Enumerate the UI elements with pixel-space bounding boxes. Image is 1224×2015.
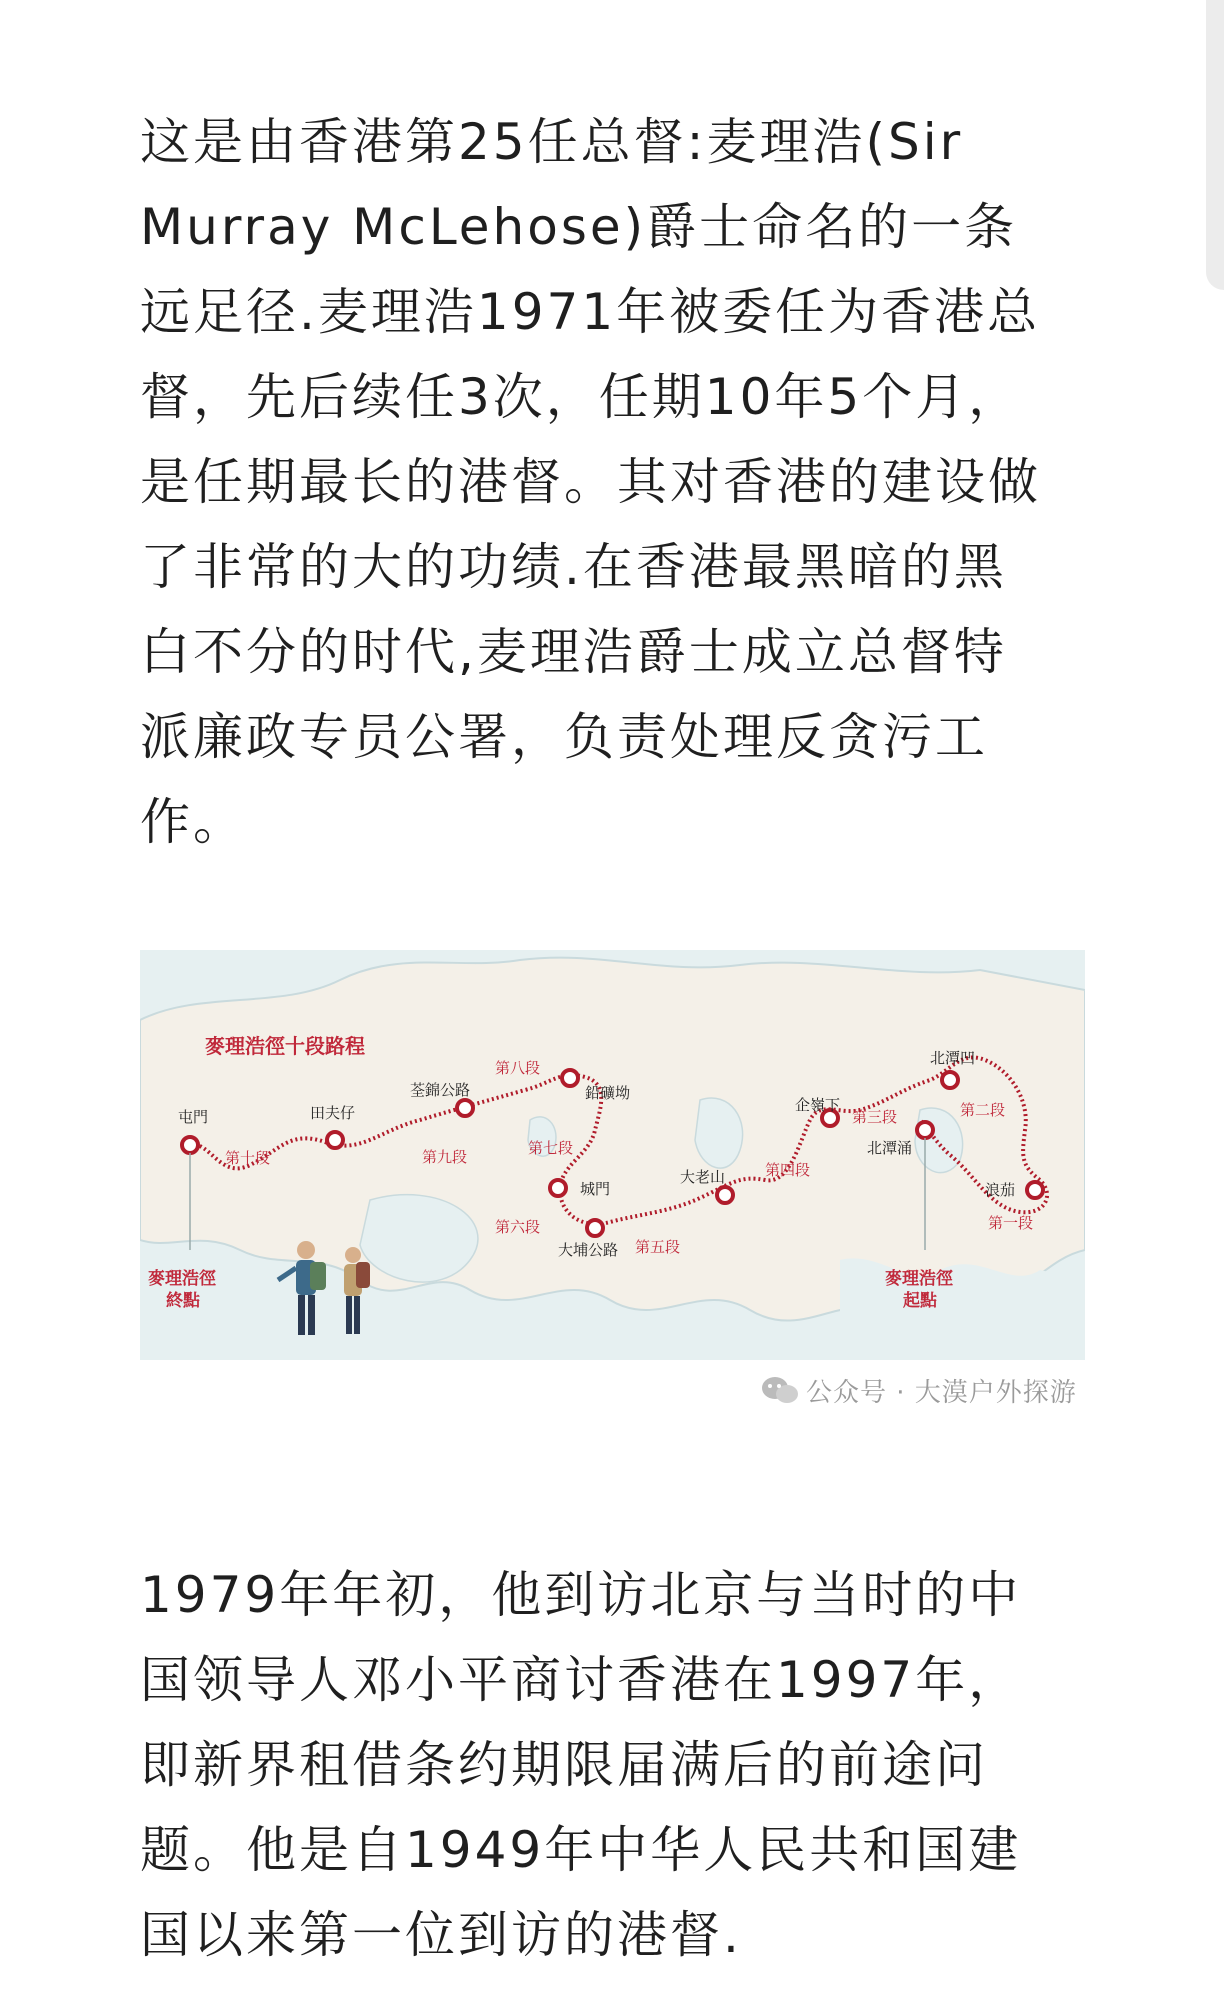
marker-tsuen-kam-road [457, 1100, 473, 1116]
text-line: 国领导人邓小平商讨香港在1997年， [140, 1651, 1022, 1709]
text-line: 作。 [140, 793, 246, 851]
start-label-line2: 起點 [903, 1291, 937, 1311]
label-tuen-mun: 屯門 [178, 1108, 209, 1126]
text-line: 督，先后续任3次，任期10年5个月， [140, 368, 1022, 426]
marker-pak-tam-au [942, 1072, 958, 1088]
section-4: 第四段 [765, 1161, 811, 1179]
text-line: 了非常的大的功绩.在香港最黑暗的黑 [140, 538, 1007, 596]
marker-long-ke [1027, 1182, 1043, 1198]
text-line: 是任期最长的港督。其对香港的建设做 [140, 453, 1041, 511]
marker-tai-po-road [587, 1220, 603, 1236]
label-shing-mun: 城門 [580, 1180, 611, 1198]
marker-tuen-mun [182, 1137, 198, 1153]
text-line: 这是由香港第25任总督:麦理浩(Sir [140, 113, 964, 171]
text-line: 派廉政专员公署，负责处理反贪污工 [140, 708, 988, 766]
label-pak-tam-chung: 北潭涌 [867, 1139, 913, 1157]
label-kei-ling-ha: 企嶺下 [795, 1096, 841, 1114]
scroll-indicator[interactable] [1206, 0, 1224, 290]
sea-lower [140, 1278, 320, 1360]
text-line: 国以来第一位到访的港督. [140, 1906, 742, 1964]
maclehose-trail-map [140, 950, 1085, 1360]
wechat-icon [760, 1375, 800, 1405]
label-tai-po-road: 大埔公路 [558, 1241, 619, 1259]
label-lead-mine-pass: 鉛礦坳 [585, 1084, 631, 1102]
section-8: 第八段 [495, 1059, 541, 1077]
text-line: 1979年年初，他到访北京与当时的中 [140, 1566, 1022, 1624]
marker-lead-mine-pass [562, 1070, 578, 1086]
section-6: 第六段 [495, 1218, 541, 1236]
end-label-line1: 麥理浩徑 [148, 1269, 216, 1289]
marker-tin-fu-tsai [327, 1132, 343, 1148]
map-svg [140, 950, 1085, 1360]
label-tai-lo-shan: 大老山 [680, 1168, 726, 1186]
section-3: 第三段 [852, 1108, 898, 1126]
text-line: Murray McLehose)爵士命名的一条 [140, 198, 1018, 256]
section-5: 第五段 [635, 1238, 681, 1256]
label-tsuen-kam-road: 荃錦公路 [410, 1081, 471, 1099]
text-line: 白不分的时代,麦理浩爵士成立总督特 [140, 623, 1007, 681]
section-1: 第一段 [988, 1214, 1034, 1232]
label-long-ke: 浪茄 [985, 1181, 1016, 1199]
text-line: 题。他是自1949年中华人民共和国建 [140, 1821, 1022, 1879]
label-tin-fu-tsai: 田夫仔 [310, 1104, 356, 1122]
map-title: 麥理浩徑十段路程 [205, 1034, 365, 1058]
section-10: 第十段 [225, 1149, 271, 1167]
section-2: 第二段 [960, 1101, 1006, 1119]
text-line: 远足径.麦理浩1971年被委任为香港总 [140, 283, 1041, 341]
section-7: 第七段 [528, 1139, 574, 1157]
sea-lower [840, 1258, 1085, 1360]
text-line: 即新界租借条约期限届满后的前途问 [140, 1736, 988, 1794]
start-label-line1: 麥理浩徑 [885, 1269, 953, 1289]
section-9: 第九段 [422, 1148, 468, 1166]
label-pak-tam-au: 北潭凹 [930, 1049, 976, 1067]
article-paragraph [140, 1553, 1090, 1978]
watermark [760, 1370, 1077, 1410]
end-label-line2: 終點 [166, 1291, 200, 1311]
article-paragraph [140, 100, 1090, 865]
watermark-text: 公众号 · 大漠户外探游 [806, 1377, 1077, 1408]
marker-pak-tam-chung [917, 1122, 933, 1138]
marker-tai-lo-shan [717, 1187, 733, 1203]
marker-shing-mun [550, 1180, 566, 1196]
